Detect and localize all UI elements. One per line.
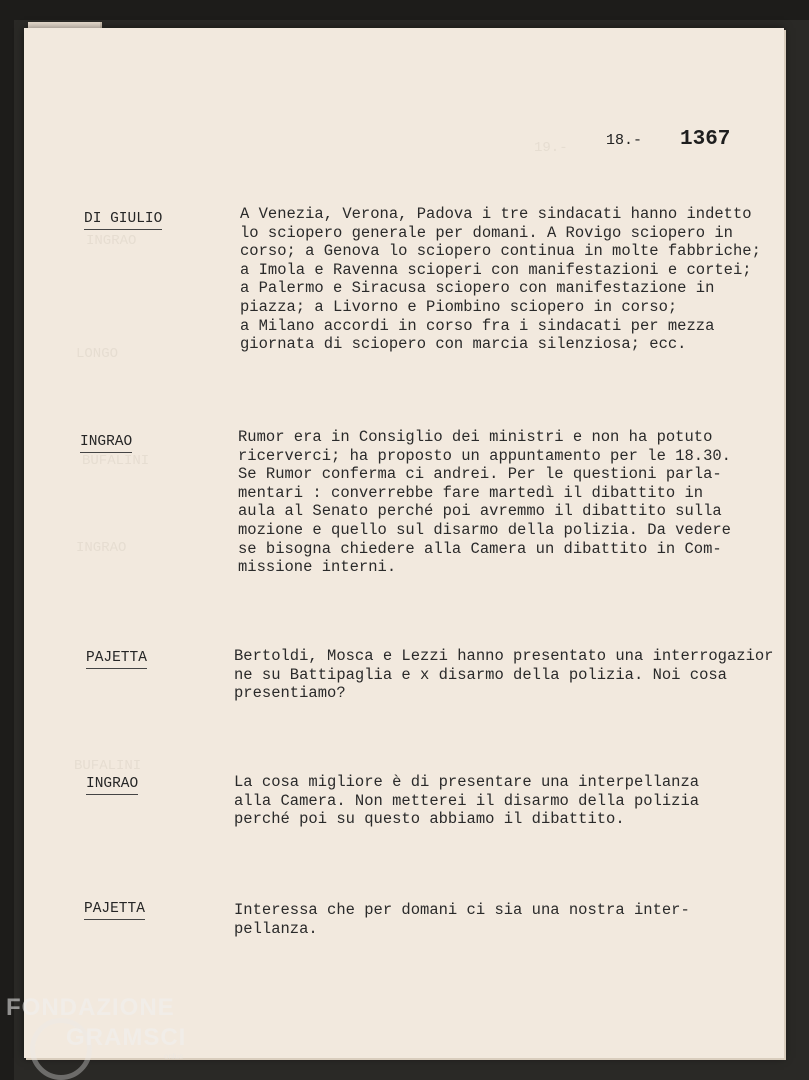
bleed-through-mark: BUFALINI xyxy=(82,453,150,469)
page-number: 18.- xyxy=(606,132,643,149)
speaker-label: INGRAO xyxy=(86,776,138,795)
watermark-sub: onlus xyxy=(164,1052,184,1061)
watermark xyxy=(6,994,186,1052)
bleed-through-mark: INGRAO xyxy=(86,233,137,249)
speaker-label: INGRAO xyxy=(80,434,132,453)
speech-text: Rumor era in Consiglio dei ministri e non ha potuto ricerverci; ha proposto un appuntamento per le 18.30. Se Rumor conferma ci andrei. Per le questioni parla- mentari : converrebbe fare martedì il dibattito in aula al Senato perché poi avremmo il dibattito sulla mozione e quello sul disarmo della polizia. Da vedere se bisogna chiedere alla Camera un dibattito in Com- missione interni. xyxy=(238,428,731,577)
speech-text: A Venezia, Verona, Padova i tre sindacati hanno indetto lo sciopero generale per domani. A Rovigo sciopero in corso; a Genova lo sciopero continua in molte fabbriche; a Imola e Ravenna scioperi con manifestazioni e cortei; a Palermo e Siracusa sciopero con manifestazione in piazza; a Livorno e Piombino sciopero in corso; a Milano accordi in corso fra i sindacati per mezza giornata di sciopero con marcia silenziosa; ecc. xyxy=(240,205,761,354)
speech-text: Interessa che per domani ci sia una nostra inter- pellanza. xyxy=(234,901,690,938)
bleed-through-mark: 19.- xyxy=(534,140,568,156)
bleed-through-mark: INGRAO xyxy=(76,540,127,556)
speaker-label: PAJETTA xyxy=(84,901,145,920)
watermark-line2: GRAMSCI xyxy=(66,1024,187,1051)
speech-text: Bertoldi, Mosca e Lezzi hanno presentato una interrogazior ne su Battipaglia e x disarmo della polizia. Noi cosa presentiamo? xyxy=(234,647,774,703)
speaker-label: PAJETTA xyxy=(86,650,147,669)
speaker-label: DI GIULIO xyxy=(84,211,162,230)
bleed-through-mark: LONGO xyxy=(76,346,119,362)
document-number: 1367 xyxy=(680,128,731,151)
speech-text: La cosa migliore è di presentare una interpellanza alla Camera. Non metterei il disarmo della polizia perché poi su questo abbiamo il dibattito. xyxy=(234,773,700,829)
watermark-line1: FONDAZIONE xyxy=(6,994,175,1021)
bleed-through-mark: BUFALINI xyxy=(74,758,142,774)
